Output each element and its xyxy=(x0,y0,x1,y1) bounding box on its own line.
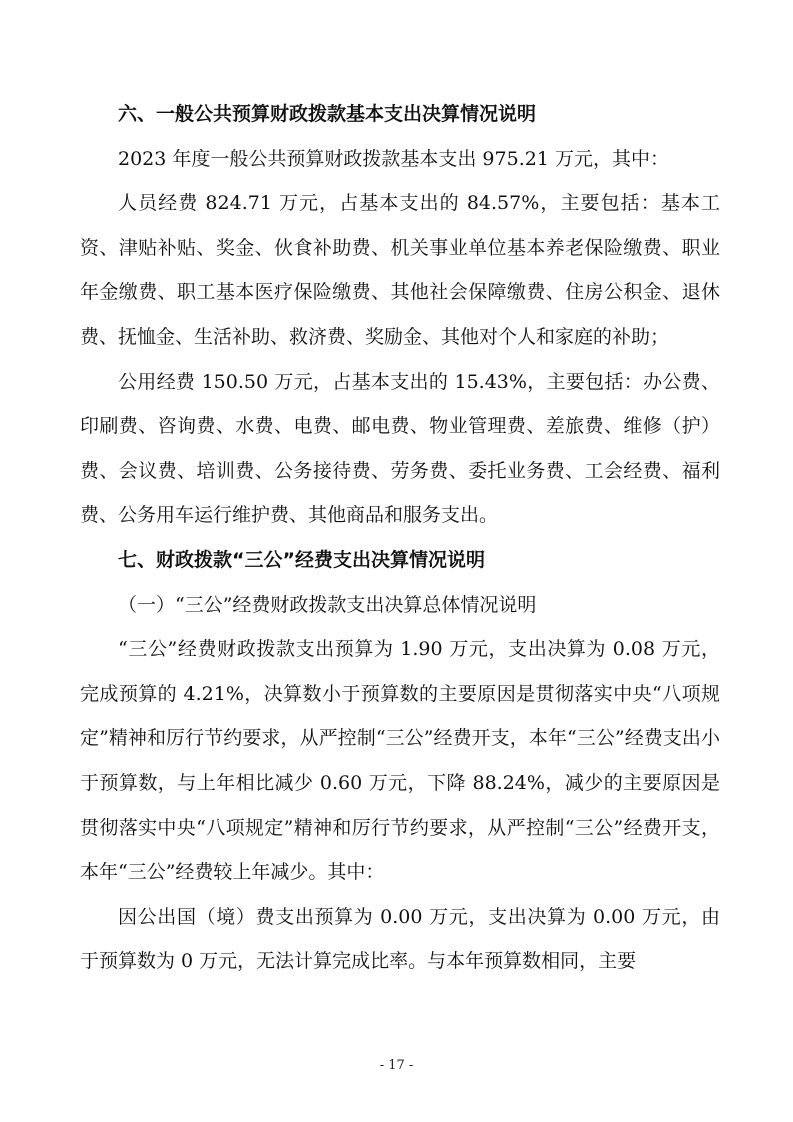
document-body xyxy=(80,92,720,984)
page-number: - 17 - xyxy=(379,1058,414,1073)
paragraph-personnel-expenses: 人员经费 824.71 万元，占基本支出的 84.57%，主要包括：基本工资、津贴补贴、奖金、伙食补助费、机关事业单位基本养老保险缴费、职业年金缴费、职工基本医疗保险缴费、其他社会保障缴费、住房公积金、退休费、抚恤金、生活补助、救济费、奖励金、其他对个人和家庭的补助； xyxy=(80,192,720,348)
paragraph-abroad-expenses: 因公出国（境）费支出预算为 0.00 万元，支出决算为 0.00 万元，由于预算数为 0 万元，无法计算完成比率。与本年预算数相同，主要 xyxy=(80,905,720,973)
paragraph-public-expenses: 公用经费 150.50 万元，占基本支出的 15.43%，主要包括：办公费、印刷费、咨询费、水费、电费、邮电费、物业管理费、差旅费、维修（护）费、会议费、培训费、公务接待费、劳务费、委托业务费、工会经费、福利费、公务用车运行维护费、其他商品和服务支出。 xyxy=(80,370,720,527)
paragraph-sangong-overview: “三公”经费财政拨款支出预算为 1.90 万元，支出决算为 0.08 万元，完成预算的 4.21%，决算数小于预算数的主要原因是贯彻落实中央“八项规定”精神和厉行节约要求，从严控制“三公”经费开支，本年“三公”经费支出小于预算数，与上年相比减少 0.60 万元，下降 88.24%，减少的主要原因是贯彻落实中央“八项规定”精神和厉行节约要求，从严控制“三公”经费开支，本年“三公”经费较上年减少。其中： xyxy=(80,638,720,884)
section-heading-six: 六、一般公共预算财政拨款基本支出决算情况说明 xyxy=(118,103,537,125)
subsection-heading-one: （一）“三公”经费财政拨款支出决算总体情况说明 xyxy=(118,593,537,616)
paragraph-basic-expenditure-total: 2023 年度一般公共预算财政拨款基本支出 975.21 万元，其中： xyxy=(118,147,669,170)
section-heading-seven: 七、财政拨款“三公”经费支出决算情况说明 xyxy=(118,548,485,571)
